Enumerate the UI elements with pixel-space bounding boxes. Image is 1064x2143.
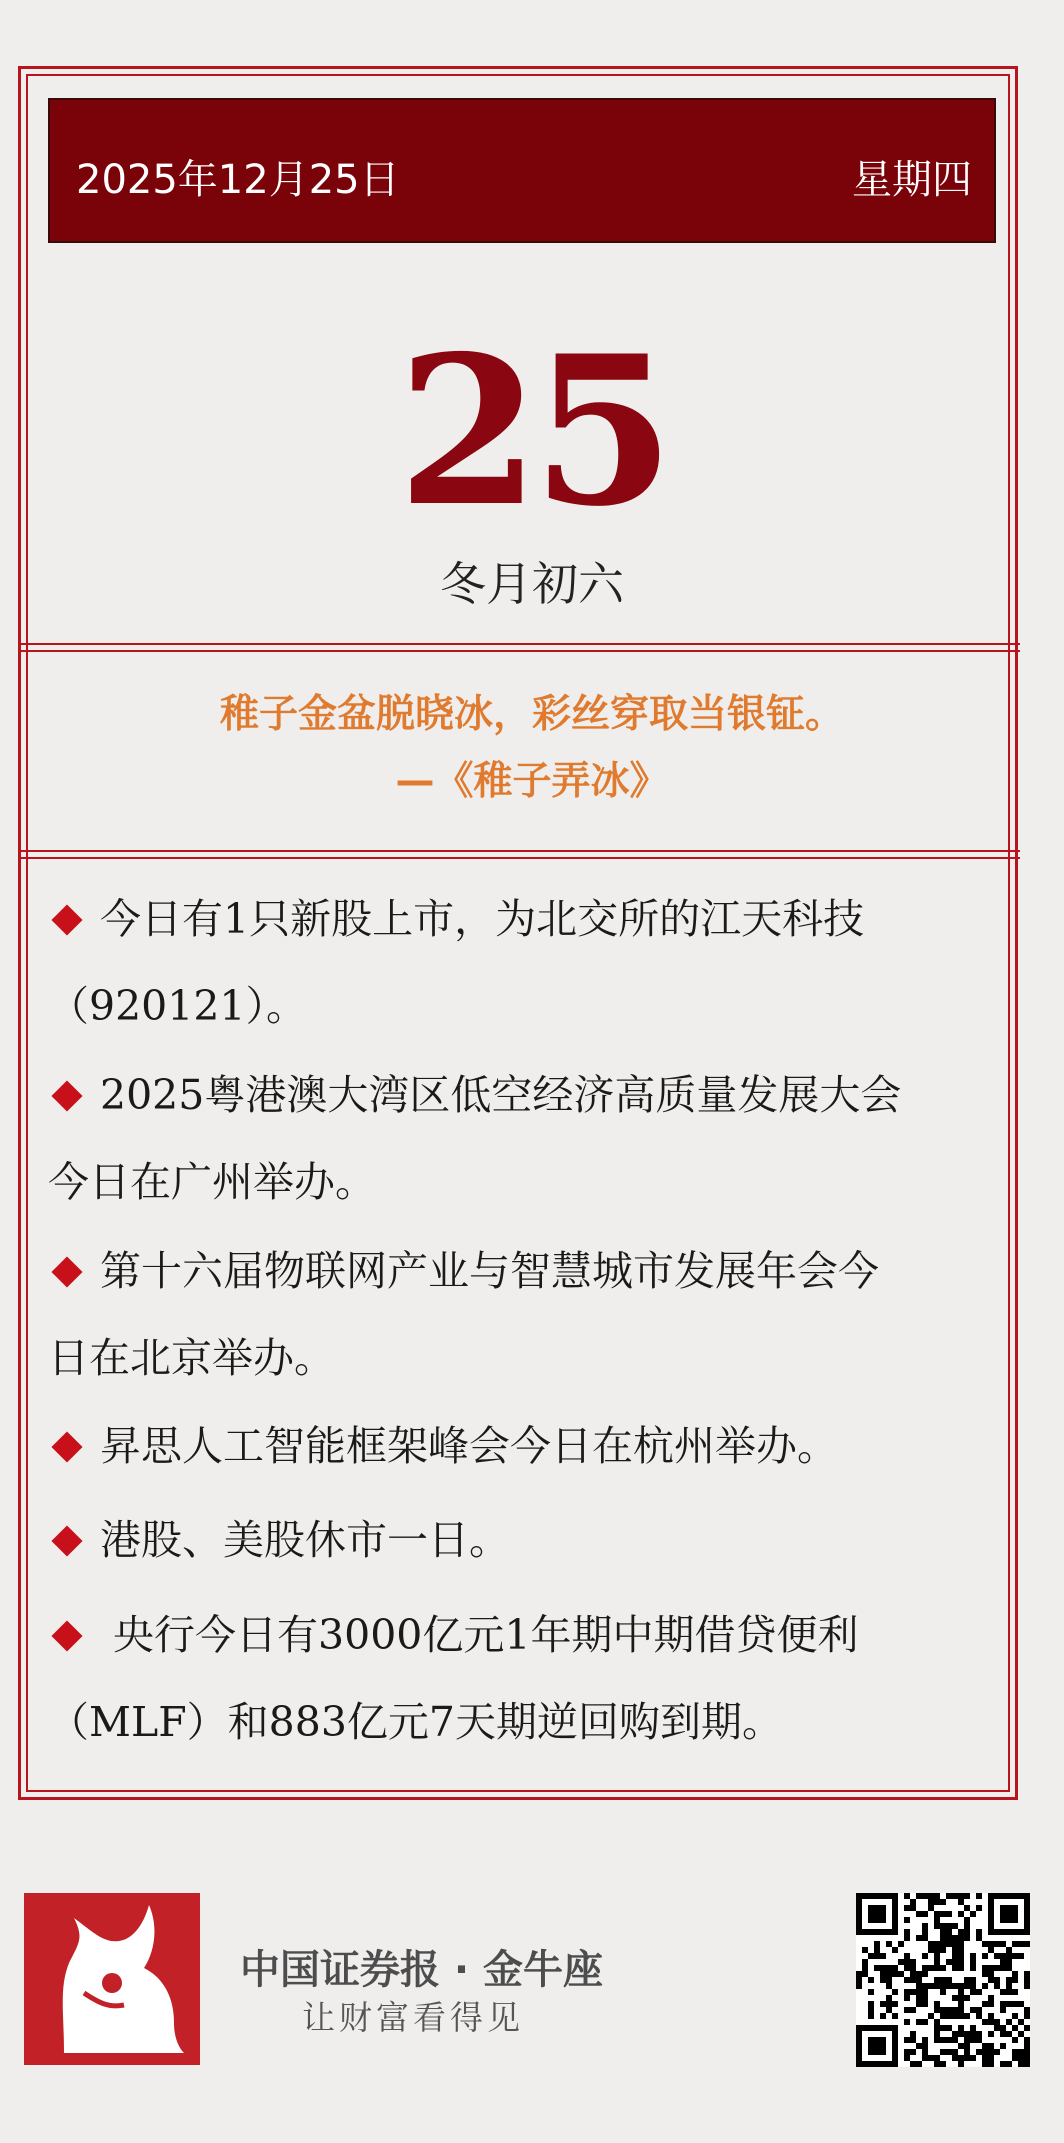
news-text-cont: （920121）。 xyxy=(48,982,308,1030)
news-item xyxy=(48,1052,978,1226)
header-date: 2025年12月25日 xyxy=(76,157,400,203)
news-text-cont: 日在北京举办。 xyxy=(48,1334,335,1382)
bullet-diamond-icon xyxy=(51,1620,82,1651)
news-item xyxy=(48,1228,978,1402)
date-header-bar xyxy=(48,98,996,243)
divider-top-1 xyxy=(18,643,1020,645)
qr-code-icon xyxy=(856,1893,1030,2067)
news-text: 港股、美股休市一日。 xyxy=(100,1516,510,1564)
header-weekday: 星期四 xyxy=(852,157,972,203)
bull-logo-icon xyxy=(24,1893,200,2065)
brand-slogan: 让财富看得见 xyxy=(302,1998,524,2037)
news-text: 央行今日有3000亿元1年期中期借贷便利 xyxy=(100,1611,859,1659)
news-item xyxy=(48,1403,978,1490)
news-text-cont: 今日在广州举办。 xyxy=(48,1158,376,1206)
divider-mid-2 xyxy=(18,857,1020,859)
news-text-cont: （MLF）和883亿元7天期逆回购到期。 xyxy=(48,1698,783,1746)
bullet-diamond-icon xyxy=(51,1525,82,1556)
news-item xyxy=(48,1497,978,1584)
divider-mid-1 xyxy=(18,850,1020,852)
news-text: 2025粤港澳大湾区低空经济高质量发展大会 xyxy=(100,1071,902,1119)
divider-top-2 xyxy=(18,650,1020,652)
bullet-diamond-icon xyxy=(51,1431,82,1462)
day-number: 25 xyxy=(397,312,667,552)
poem-line: 稚子金盆脱晓冰，彩丝穿取当银钲。 xyxy=(219,692,844,737)
lunar-date: 冬月初六 xyxy=(440,557,624,611)
poem-source: —《稚子弄冰》 xyxy=(395,759,669,804)
brand-name: 中国证券报 · 金牛座 xyxy=(240,1947,604,1993)
bullet-diamond-icon xyxy=(51,1080,82,1111)
bullet-diamond-icon xyxy=(51,904,82,935)
news-text: 今日有1只新股上市，为北交所的江天科技 xyxy=(100,895,865,943)
news-item xyxy=(48,876,978,1050)
news-text: 昇思人工智能框架峰会今日在杭州举办。 xyxy=(100,1422,838,1470)
news-item xyxy=(48,1592,978,1766)
bullet-diamond-icon xyxy=(51,1256,82,1287)
news-text: 第十六届物联网产业与智慧城市发展年会今 xyxy=(100,1247,879,1295)
